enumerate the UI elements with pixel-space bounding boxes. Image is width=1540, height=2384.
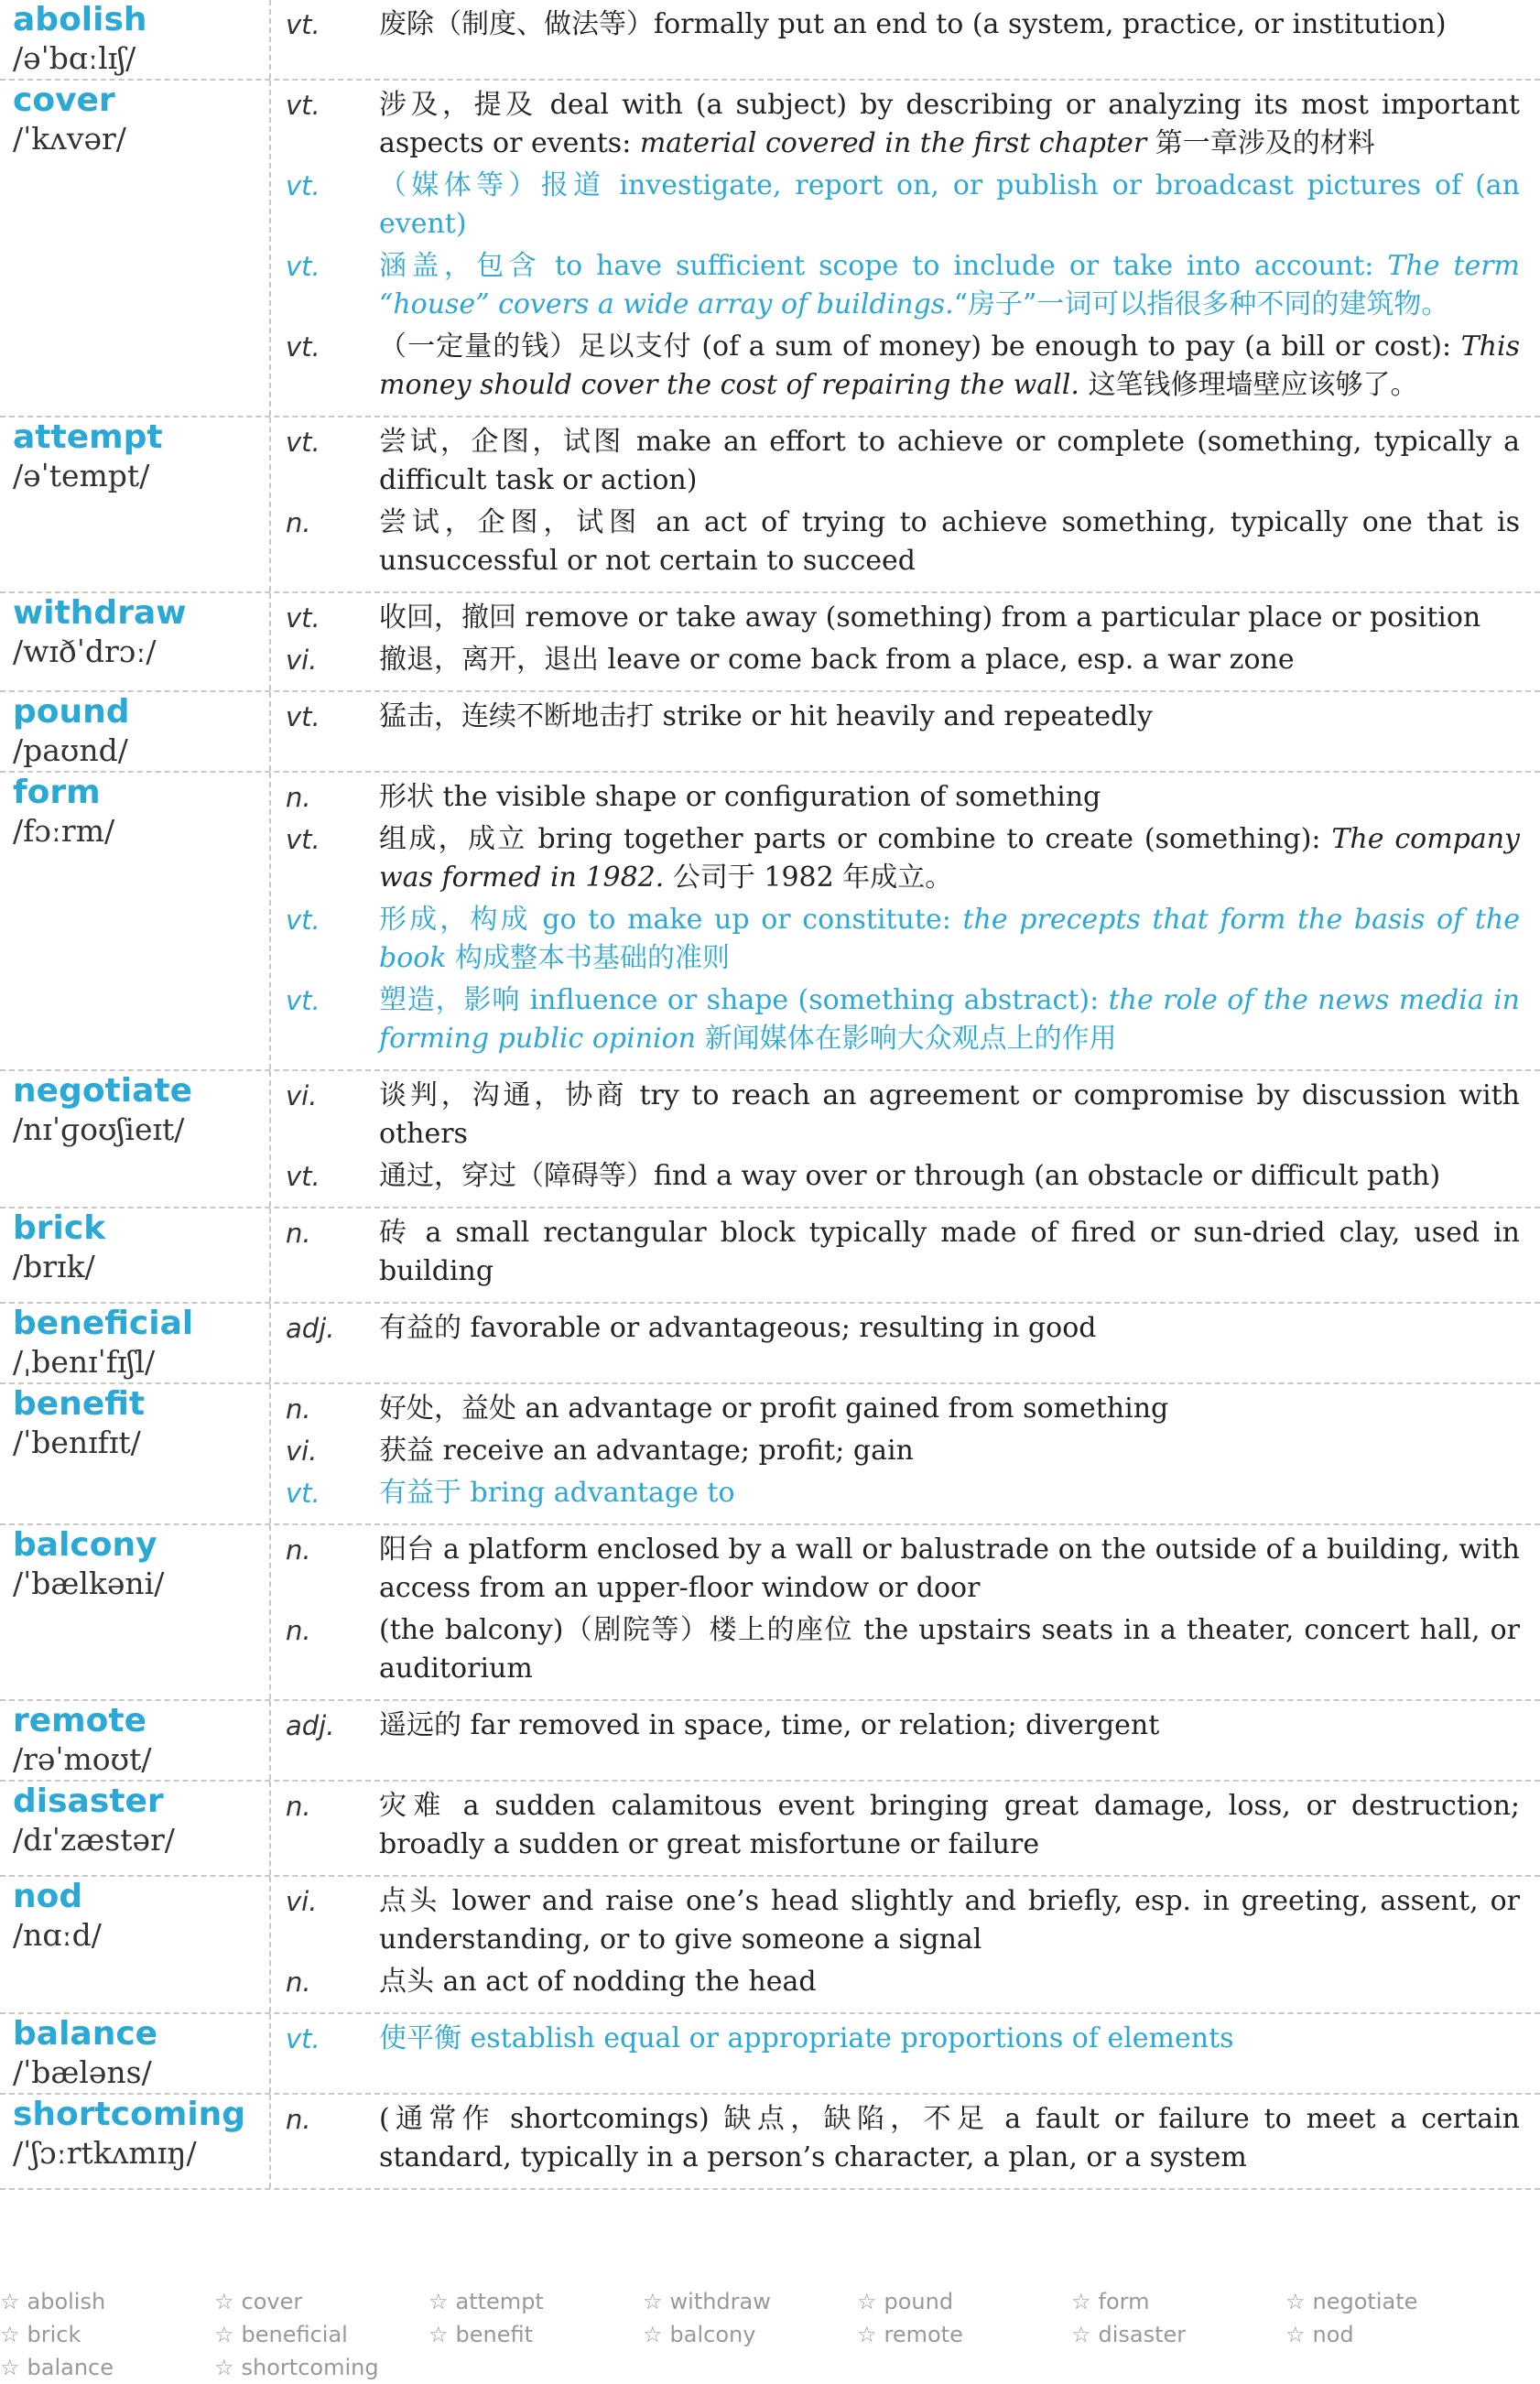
sense-list [271, 1782, 1540, 1875]
part-of-speech: vt. [286, 602, 320, 634]
star-icon: ☆ [214, 2355, 234, 2380]
index-word: withdraw [669, 2289, 771, 2314]
entry-head [0, 1701, 271, 1780]
star-icon: ☆ [428, 2322, 449, 2347]
sense [286, 1309, 1520, 1348]
sense [286, 2020, 1520, 2058]
definition [379, 698, 1520, 736]
index-word: negotiate [1312, 2289, 1418, 2314]
headword: beneficial [13, 1305, 194, 1342]
phonetic: /fɔːrm/ [13, 813, 115, 849]
definition-text: 废除（制度、做法等）formally put an end to (a system, practice, or institution) [379, 8, 1447, 40]
definition [379, 820, 1520, 897]
example-translation: “房子”一词可以指很多种不同的建筑物。 [953, 288, 1449, 320]
star-icon: ☆ [643, 2289, 663, 2314]
definition [379, 981, 1520, 1058]
part-of-speech: n. [286, 1967, 311, 1998]
part-of-speech: n. [286, 1534, 311, 1566]
definition-text: （一定量的钱）足以支付 (of a sum of money) be enough to pay (a bill or cost): [379, 331, 1461, 363]
index-word: remote [884, 2322, 963, 2347]
definition [379, 1963, 1520, 2001]
entry-head [0, 593, 271, 690]
sense [286, 1077, 1520, 1154]
part-of-speech: vt. [286, 985, 320, 1016]
index-word: balance [27, 2355, 114, 2380]
phonetic: /əˈbɑːlɪʃ/ [13, 40, 136, 76]
headword: benefit [13, 1385, 146, 1423]
headword: abolish [13, 1, 147, 38]
part-of-speech: vi. [286, 645, 318, 676]
definition [379, 2100, 1520, 2177]
sense-list [271, 0, 1540, 79]
headword: pound [13, 693, 130, 731]
definition-text: 遥远的 far removed in space, time, or relation; divergent [379, 1709, 1160, 1741]
phonetic: /brɪk/ [13, 1249, 95, 1284]
sense [286, 86, 1520, 163]
definition-text: 通过，穿过（障碍等）find a way over or through (an obstacle or difficult path) [379, 1160, 1441, 1192]
definition [379, 778, 1520, 817]
index-item [1285, 2318, 1500, 2351]
index-item [214, 2285, 428, 2318]
headword: shortcoming [13, 2096, 246, 2133]
entry-head [0, 81, 271, 416]
index-word: benefit [455, 2322, 534, 2347]
star-icon: ☆ [1071, 2289, 1091, 2314]
part-of-speech: vt. [286, 1478, 320, 1509]
star-icon: ☆ [643, 2322, 663, 2347]
entry-abolish [0, 0, 1540, 81]
sense [286, 1474, 1520, 1512]
sense [286, 901, 1520, 978]
definition [379, 247, 1520, 324]
index-item [214, 2351, 428, 2384]
sense [286, 1963, 1520, 2001]
entry-head [0, 417, 271, 591]
star-icon: ☆ [1285, 2322, 1306, 2347]
definition [379, 1077, 1520, 1154]
index-item [1071, 2318, 1285, 2351]
definition-text: 形状 the visible shape or configuration of something [379, 781, 1101, 813]
definition-text: 阳台 a platform enclosed by a wall or balustrade on the outside of a building, with access from an upper-floor window or door [379, 1533, 1520, 1604]
entry-head [0, 1384, 271, 1523]
definition [379, 1707, 1520, 1745]
sense-list [271, 1071, 1540, 1207]
example-sentence: the role of the news media in forming public opinion [379, 984, 1520, 1055]
index-word: attempt [455, 2289, 544, 2314]
headword: brick [13, 1209, 106, 1247]
definition [379, 2020, 1520, 2058]
index-item [1285, 2285, 1500, 2318]
sense-list [271, 692, 1540, 771]
entry-head [0, 1208, 271, 1302]
definition-text: 猛击，连续不断地击打 strike or hit heavily and repeatedly [379, 700, 1153, 732]
index-word: nod [1312, 2322, 1354, 2347]
sense [286, 1432, 1520, 1470]
headword: disaster [13, 1783, 164, 1820]
part-of-speech: n. [286, 1393, 311, 1425]
sense [286, 1787, 1520, 1864]
entry-head [0, 1071, 271, 1207]
example-sentence: The term “house” covers a wide array of buildings. [379, 250, 1520, 320]
definition [379, 1882, 1520, 1959]
sense-list [271, 417, 1540, 591]
sense-list [271, 2014, 1540, 2093]
part-of-speech: n. [286, 1615, 311, 1646]
part-of-speech: n. [286, 507, 311, 538]
part-of-speech: vi. [286, 1886, 318, 1917]
index-word: brick [27, 2322, 81, 2347]
entry-attempt [0, 417, 1540, 593]
part-of-speech: n. [286, 2104, 311, 2135]
example-sentence: the precepts that form the basis of the book [379, 904, 1520, 974]
phonetic: /ˌbenɪˈfɪʃl/ [13, 1344, 156, 1380]
index-item [643, 2318, 857, 2351]
sense [286, 167, 1520, 244]
star-icon: ☆ [1285, 2289, 1306, 2314]
phonetic: /ˈkʌvər/ [13, 121, 126, 157]
phonetic: /nɪˈɡoʊʃieɪt/ [13, 1111, 185, 1147]
definition-text: 涵盖，包含 to have sufficient scope to include or take into account: [379, 250, 1388, 282]
entry-cover [0, 81, 1540, 417]
entry-shortcoming [0, 2095, 1540, 2190]
entry-remote [0, 1701, 1540, 1782]
headword: negotiate [13, 1072, 193, 1110]
definition [379, 504, 1520, 580]
sense-list [271, 1701, 1540, 1780]
index-word: pound [884, 2289, 954, 2314]
part-of-speech: n. [286, 782, 311, 813]
entry-head [0, 0, 271, 79]
index-item [428, 2318, 643, 2351]
definition-text: (the balcony)（剧院等）楼上的座位 the upstairs seats in a theater, concert hall, or auditorium [379, 1614, 1520, 1685]
definition-text: （媒体等）报道 investigate, report on, or publish or broadcast pictures of (an event) [379, 169, 1520, 240]
sense-list [271, 1525, 1540, 1699]
example-translation: 公司于 1982 年成立。 [664, 861, 953, 894]
definition-text: 使平衡 establish equal or appropriate proportions of elements [379, 2022, 1234, 2054]
definition [379, 1214, 1520, 1291]
part-of-speech: vt. [286, 701, 320, 732]
definition [379, 5, 1520, 44]
index-item [214, 2318, 428, 2351]
sense [286, 247, 1520, 324]
headword: balcony [13, 1526, 157, 1564]
index-word: beneficial [241, 2322, 348, 2347]
headword: attempt [13, 418, 163, 456]
star-icon: ☆ [0, 2289, 20, 2314]
phonetic: /dɪˈzæstər/ [13, 1822, 175, 1858]
entry-pound [0, 692, 1540, 773]
definition-text: 点头 an act of nodding the head [379, 1966, 817, 1998]
index-item [857, 2285, 1071, 2318]
sense [286, 1531, 1520, 1608]
part-of-speech: vt. [286, 251, 320, 282]
example-translation: 新闻媒体在影响大众观点上的作用 [696, 1023, 1117, 1055]
entry-head [0, 692, 271, 771]
sense-list [271, 773, 1540, 1069]
sense [286, 981, 1520, 1058]
index-item [0, 2351, 214, 2384]
definition-text: 好处，益处 an advantage or profit gained from something [379, 1392, 1169, 1425]
phonetic: /nɑːd/ [13, 1917, 102, 1953]
star-icon: ☆ [214, 2289, 234, 2314]
star-icon: ☆ [1071, 2322, 1091, 2347]
index-item [0, 2285, 214, 2318]
definition [379, 423, 1520, 500]
sense [286, 1611, 1520, 1688]
entry-head [0, 1525, 271, 1699]
phonetic: /ˈʃɔːrtkʌmɪŋ/ [13, 2135, 197, 2171]
sense-list [271, 2095, 1540, 2188]
definition-text: (通常作 shortcomings) 缺点，缺陷，不足 a fault or failure to meet a certain standard, typically in a person’s character, a plan, or a system [379, 2103, 1520, 2173]
sense-list [271, 1208, 1540, 1302]
example-sentence: The company was formed in 1982. [379, 823, 1521, 894]
sense [286, 1707, 1520, 1745]
headword: form [13, 774, 101, 811]
sense [286, 1214, 1520, 1291]
sense [286, 778, 1520, 817]
part-of-speech: adj. [286, 1710, 335, 1741]
entry-balcony [0, 1525, 1540, 1701]
phonetic: /ˈbæləns/ [13, 2054, 152, 2090]
sense [286, 599, 1520, 637]
sense [286, 328, 1520, 405]
phonetic: /ˈbælkəni/ [13, 1566, 165, 1601]
entry-head [0, 2095, 271, 2188]
entry-disaster [0, 1782, 1540, 1877]
part-of-speech: vt. [286, 9, 320, 40]
sense [286, 423, 1520, 500]
definition [379, 328, 1520, 405]
example-sentence: This money should cover the cost of repairing the wall. [379, 331, 1520, 401]
definition [379, 1611, 1520, 1688]
part-of-speech: vi. [286, 1436, 318, 1467]
index-item [0, 2318, 214, 2351]
part-of-speech: vt. [286, 824, 320, 855]
entry-negotiate [0, 1071, 1540, 1208]
definition [379, 901, 1520, 978]
entry-head [0, 1877, 271, 2012]
definition [379, 1390, 1520, 1428]
sense-list [271, 81, 1540, 416]
definition-text: 有益于 bring advantage to [379, 1477, 735, 1509]
part-of-speech: n. [286, 1791, 311, 1822]
entry-nod [0, 1877, 1540, 2014]
phonetic: /əˈtempt/ [13, 458, 150, 493]
definition-text: 组成，成立 bring together parts or combine to create (something): [379, 823, 1332, 855]
part-of-speech: vt. [286, 1161, 320, 1192]
sense-list [271, 1384, 1540, 1523]
part-of-speech: vi. [286, 1080, 318, 1111]
word-index [0, 2285, 1540, 2384]
index-word: balcony [669, 2322, 756, 2347]
sense [286, 2100, 1520, 2177]
part-of-speech: vt. [286, 905, 320, 936]
phonetic: /rəˈmoʊt/ [13, 1741, 152, 1777]
definition-text: 获益 receive an advantage; profit; gain [379, 1435, 914, 1467]
definition-text: 灾难 a sudden calamitous event bringing great damage, loss, or destruction; broadly a sudden or great misfortune or failure [379, 1790, 1520, 1860]
part-of-speech: vt. [286, 90, 320, 121]
index-word: disaster [1098, 2322, 1187, 2347]
definition [379, 1787, 1520, 1864]
entry-form [0, 773, 1540, 1071]
star-icon: ☆ [428, 2289, 449, 2314]
index-item [643, 2285, 857, 2318]
sense [286, 504, 1520, 580]
part-of-speech: n. [286, 1218, 311, 1249]
definition [379, 1157, 1520, 1196]
definition [379, 1474, 1520, 1512]
index-item [1071, 2285, 1285, 2318]
entry-head [0, 773, 271, 1069]
star-icon: ☆ [857, 2322, 877, 2347]
phonetic: /ˈbenɪfɪt/ [13, 1425, 141, 1460]
sense [286, 641, 1520, 679]
definition-text: 点头 lower and raise one’s head slightly and briefly, esp. in greeting, assent, or understanding, or to give someone a signal [379, 1885, 1520, 1956]
definition [379, 1531, 1520, 1608]
sense [286, 1390, 1520, 1428]
part-of-speech: vt. [286, 331, 320, 363]
part-of-speech: vt. [286, 170, 320, 201]
entry-withdraw [0, 593, 1540, 692]
sense [286, 1882, 1520, 1959]
headword: balance [13, 2015, 158, 2053]
definition-text: 收回，撤回 remove or take away (something) from a particular place or position [379, 601, 1481, 634]
definition-text: 有益的 favorable or advantageous; resulting in good [379, 1312, 1097, 1344]
index-word: form [1098, 2289, 1150, 2314]
definition-text: 谈判，沟通，协商 try to reach an agreement or compromise by discussion with others [379, 1079, 1520, 1150]
phonetic: /paʊnd/ [13, 732, 128, 768]
entry-benefit [0, 1384, 1540, 1525]
definition [379, 86, 1520, 163]
definition-text: 砖 a small rectangular block typically made of fired or sun-dried clay, used in building [379, 1217, 1520, 1287]
star-icon: ☆ [857, 2289, 877, 2314]
star-icon: ☆ [0, 2355, 20, 2380]
definition-text: 塑造，影响 influence or shape (something abstract): [379, 984, 1109, 1016]
definition-text: 撤退，离开，退出 leave or come back from a place, esp. a war zone [379, 644, 1295, 676]
sense-list [271, 1304, 1540, 1382]
headword: remote [13, 1702, 147, 1739]
sense [286, 820, 1520, 897]
star-icon: ☆ [0, 2322, 20, 2347]
index-item [428, 2285, 643, 2318]
part-of-speech: adj. [286, 1313, 335, 1344]
definition [379, 641, 1520, 679]
entry-head [0, 2014, 271, 2093]
example-translation: 这笔钱修理墙壁应该够了。 [1079, 369, 1418, 401]
index-word: abolish [27, 2289, 106, 2314]
definition [379, 1432, 1520, 1470]
definition [379, 1309, 1520, 1348]
definition-text: 尝试，企图，试图 make an effort to achieve or complete (something, typically a difficult task or action) [379, 426, 1520, 496]
example-sentence: material covered in the first chapter [639, 127, 1147, 159]
index-item [857, 2318, 1071, 2351]
entry-head [0, 1304, 271, 1382]
entry-head [0, 1782, 271, 1875]
example-translation: 第一章涉及的材料 [1146, 127, 1375, 159]
part-of-speech: vt. [286, 427, 320, 458]
definition-text: 涉及，提及 deal with (a subject) by describing or analyzing its most important aspects or events: [379, 89, 1520, 159]
headword: withdraw [13, 594, 187, 632]
entry-beneficial [0, 1304, 1540, 1384]
definition [379, 167, 1520, 244]
index-word: cover [241, 2289, 303, 2314]
entry-brick [0, 1208, 1540, 1304]
sense [286, 698, 1520, 736]
phonetic: /wɪðˈdrɔː/ [13, 634, 157, 669]
part-of-speech: vt. [286, 2023, 320, 2054]
entry-balance [0, 2014, 1540, 2095]
definition-text: 尝试，企图，试图 an act of trying to achieve something, typically one that is unsuccessful or not certain to succeed [379, 506, 1520, 577]
sense-list [271, 593, 1540, 690]
star-icon: ☆ [214, 2322, 234, 2347]
definition-text: 形成，构成 go to make up or constitute: [379, 904, 963, 936]
definition [379, 599, 1520, 637]
example-translation: 构成整本书基础的准则 [446, 942, 731, 974]
sense [286, 5, 1520, 44]
headword: cover [13, 81, 115, 119]
index-word: shortcoming [241, 2355, 379, 2380]
sense [286, 1157, 1520, 1196]
headword: nod [13, 1878, 83, 1915]
sense-list [271, 1877, 1540, 2012]
